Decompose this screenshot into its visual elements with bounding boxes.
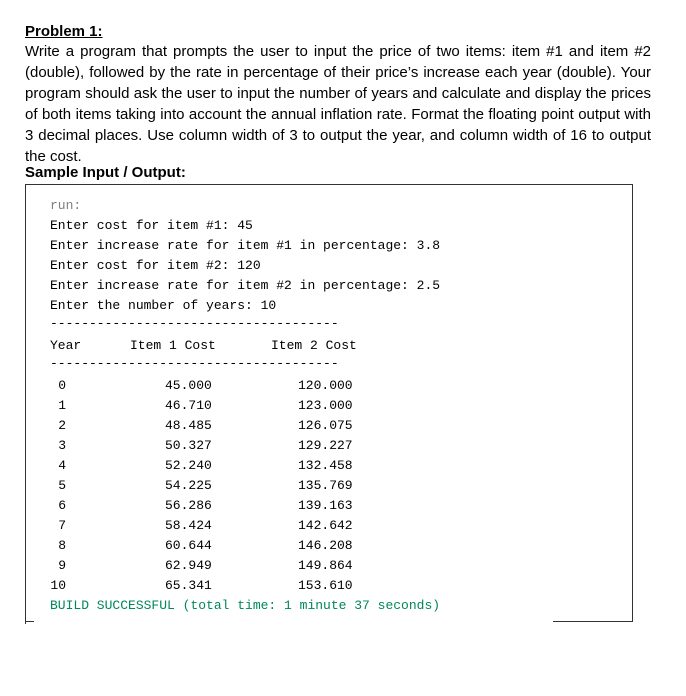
column-header-item1-cost: Item 1 Cost xyxy=(130,338,216,353)
table-cell-item1-cost: 54.225 xyxy=(165,478,212,493)
table-cell-item2-cost: 123.000 xyxy=(298,398,353,413)
column-header-item2-cost: Item 2 Cost xyxy=(271,338,357,353)
table-cell-item2-cost: 132.458 xyxy=(298,458,353,473)
table-cell-item1-cost: 50.327 xyxy=(165,438,212,453)
table-cell-year: 2 xyxy=(58,418,66,433)
table-cell-year: 7 xyxy=(58,518,66,533)
table-cell-year: 0 xyxy=(58,378,66,393)
table-cell-year: 10 xyxy=(50,578,66,593)
table-cell-item2-cost: 142.642 xyxy=(298,518,353,533)
table-cell-item1-cost: 58.424 xyxy=(165,518,212,533)
console-input-line: Enter increase rate for item #1 in percentage: 3.8 xyxy=(50,238,441,253)
problem-description: Write a program that prompts the user to input the price of two items: item #1 and item #2 (double), followed by the rate in percentage of their price’s increase each year (double). Your program should ask the user to input the number of years and calculate and display the prices of both items taking into account the annual inflation rate. Format the floating point output with 3 decimal places. Use column width of 3 to output the year, and column width of 16 to output the cost. xyxy=(25,43,651,165)
table-cell-item2-cost: 149.864 xyxy=(298,558,353,573)
table-cell-item2-cost: 126.075 xyxy=(298,418,353,433)
build-status-message: BUILD SUCCESSFUL (total time: 1 minute 37 seconds) xyxy=(50,598,441,613)
table-cell-year: 3 xyxy=(58,438,66,453)
console-border-right xyxy=(632,184,633,622)
table-cell-item2-cost: 120.000 xyxy=(298,378,353,393)
table-cell-item1-cost: 52.240 xyxy=(165,458,212,473)
console-separator: ------------------------------------- xyxy=(50,356,339,371)
table-cell-item2-cost: 153.610 xyxy=(298,578,353,593)
sample-io-heading: Sample Input / Output: xyxy=(25,164,186,181)
table-cell-item1-cost: 65.341 xyxy=(165,578,212,593)
table-cell-year: 6 xyxy=(58,498,66,513)
table-cell-year: 5 xyxy=(58,478,66,493)
table-cell-item1-cost: 60.644 xyxy=(165,538,212,553)
console-input-line: Enter cost for item #1: 45 xyxy=(50,218,253,233)
problem-heading: Problem 1: xyxy=(25,23,103,40)
console-border-bottom-left xyxy=(25,621,34,622)
table-cell-item1-cost: 45.000 xyxy=(165,378,212,393)
table-cell-year: 4 xyxy=(58,458,66,473)
console-input-line: Enter cost for item #2: 120 xyxy=(50,258,261,273)
table-cell-item1-cost: 46.710 xyxy=(165,398,212,413)
table-cell-year: 8 xyxy=(58,538,66,553)
console-input-line: Enter the number of years: 10 xyxy=(50,298,277,313)
table-cell-item1-cost: 56.286 xyxy=(165,498,212,513)
console-border-bottom-right xyxy=(553,621,633,622)
console-run-label: run: xyxy=(50,198,82,213)
table-cell-item2-cost: 139.163 xyxy=(298,498,353,513)
console-input-line: Enter increase rate for item #2 in percentage: 2.5 xyxy=(50,278,441,293)
table-cell-item2-cost: 129.227 xyxy=(298,438,353,453)
table-cell-year: 1 xyxy=(58,398,66,413)
table-cell-item1-cost: 62.949 xyxy=(165,558,212,573)
table-cell-year: 9 xyxy=(58,558,66,573)
console-separator: ------------------------------------- xyxy=(50,316,339,331)
column-header-year: Year xyxy=(50,338,82,353)
table-cell-item2-cost: 146.208 xyxy=(298,538,353,553)
table-cell-item2-cost: 135.769 xyxy=(298,478,353,493)
table-cell-item1-cost: 48.485 xyxy=(165,418,212,433)
